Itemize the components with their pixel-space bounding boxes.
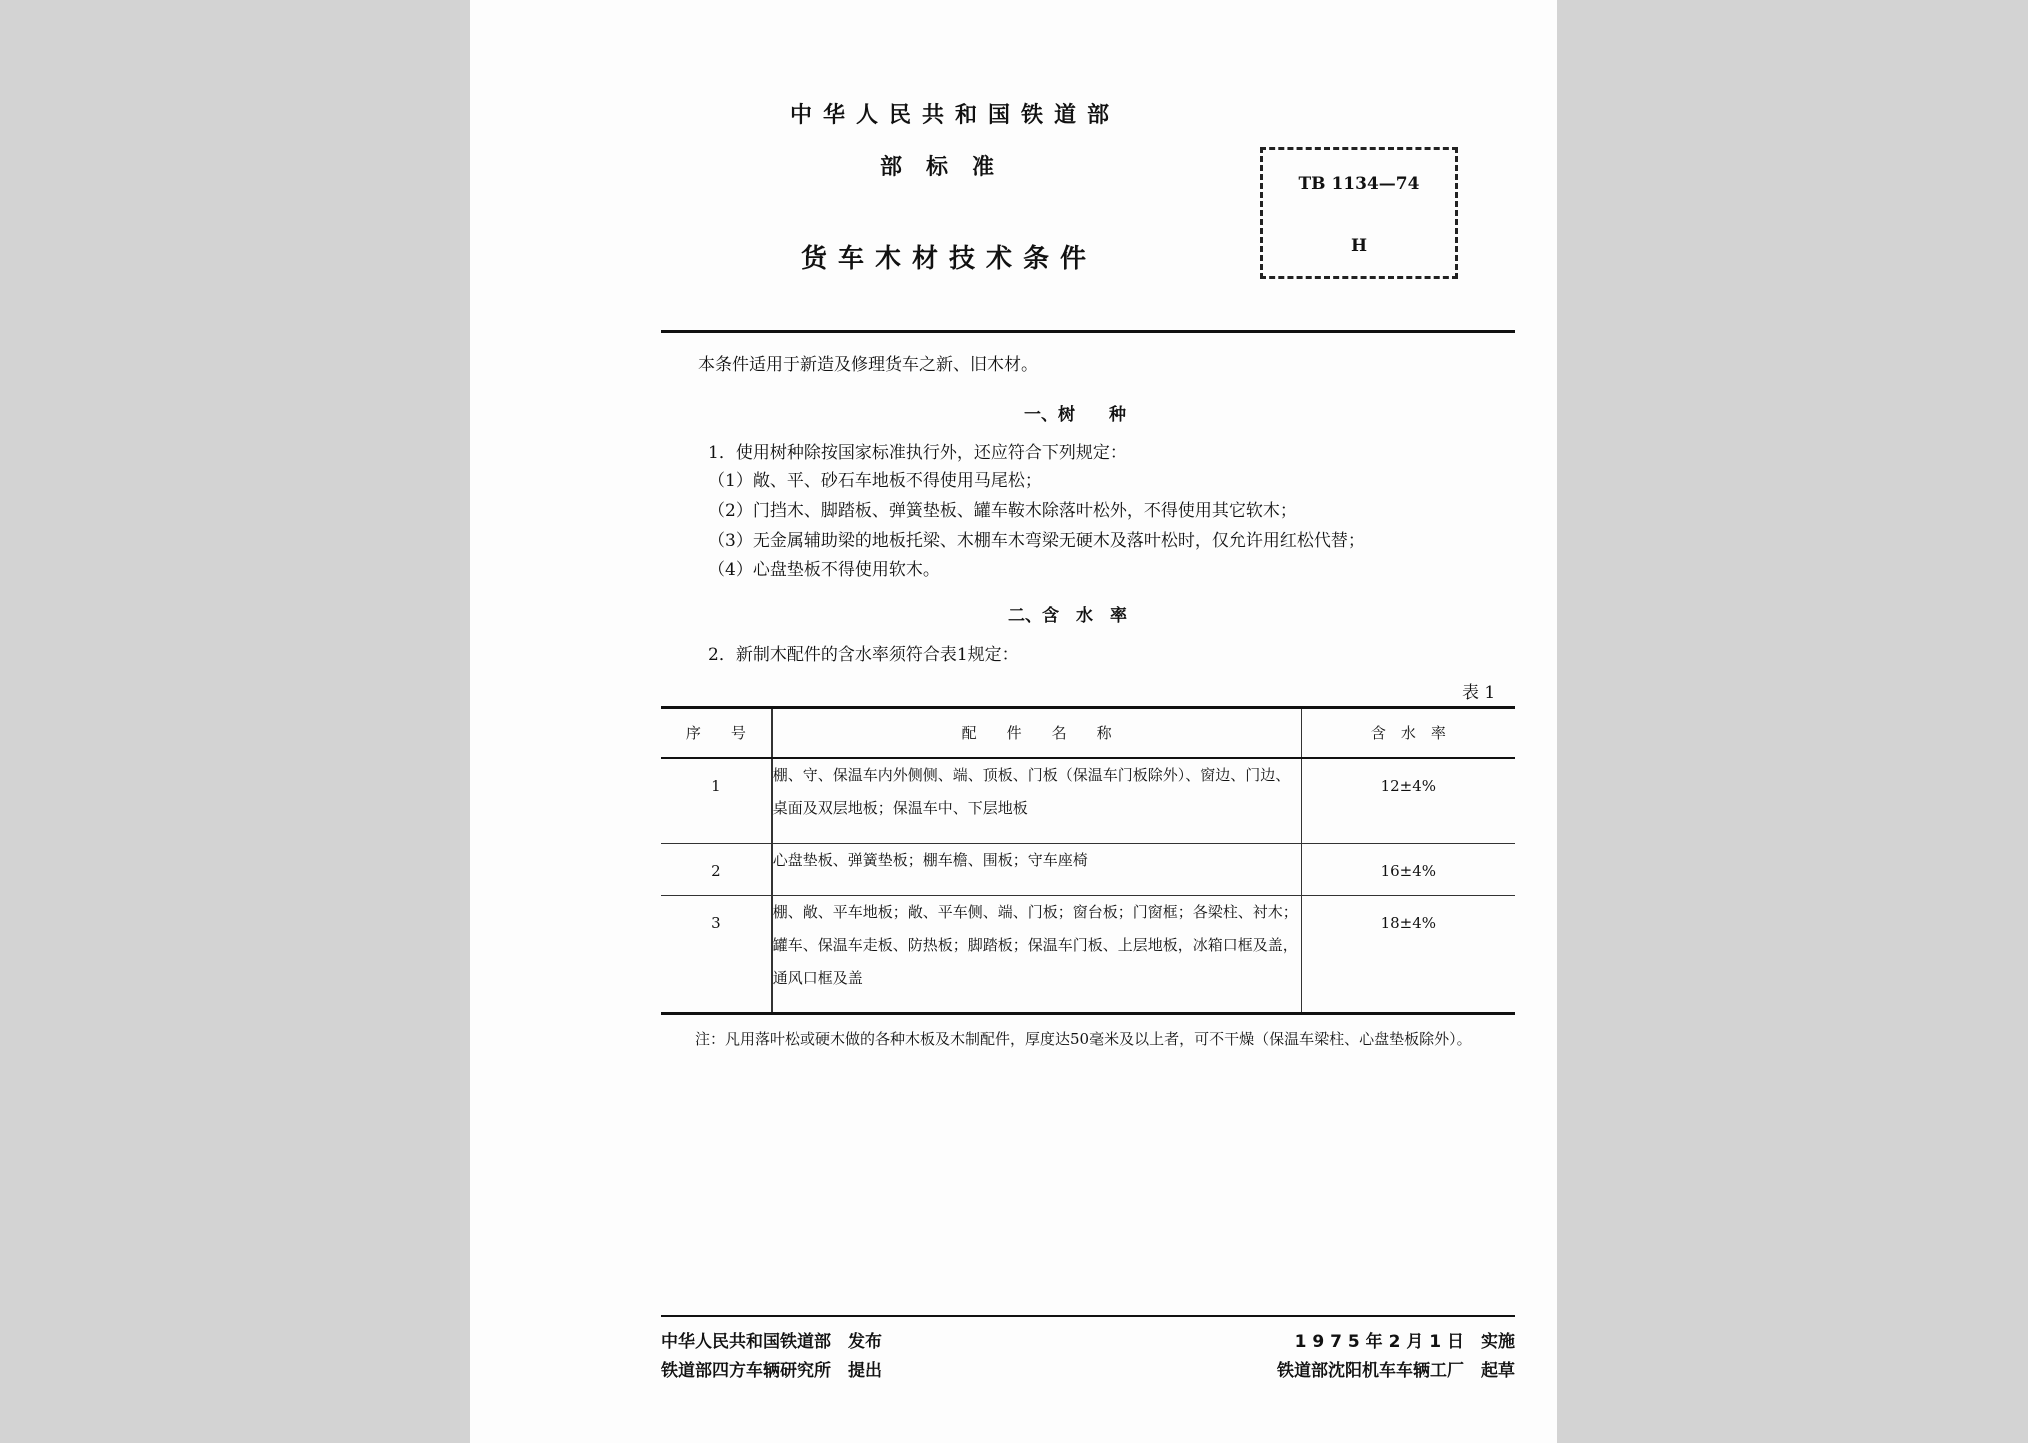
row-moisture: 16±4% [1301, 844, 1515, 896]
header-part-name: 配 件 名 称 [772, 708, 1301, 758]
intro-text: 本条件适用于新造及修理货车之新、旧木材。 [698, 355, 1038, 375]
standard-category: H [1350, 236, 1368, 256]
clause-1-item: （3）无金属辅助梁的地板托梁、木棚车木弯梁无硬木及落叶松时，仅允许用红松代替； [708, 531, 1365, 551]
table-note [695, 1024, 1517, 1054]
moisture-content-table [661, 706, 1515, 1015]
table-note-text: 注：凡用落叶松或硬木做的各种木板及木制配件，厚度达50毫米及以上者，可不干燥（保温车梁柱、心盘垫板除外）。 [695, 1030, 1472, 1048]
row-serial: 1 [661, 758, 772, 844]
standard-type: 部标准 [880, 155, 1019, 180]
issuer: 中华人民共和国铁道部 发布 [661, 1332, 882, 1352]
effective-date: 1 9 7 5 年 2 月 1 日 实施 [1294, 1332, 1515, 1352]
table-label: 表 1 [1462, 683, 1496, 703]
row-serial: 2 [661, 844, 772, 896]
row-part-name: 棚、敞、平车地板；敞、平车侧、端、门板；窗台板；门窗框；各梁柱、衬木；罐车、保温车走板、防热板；脚踏板；保温车门板、上层地板，冰箱口框及盖，通风口框及盖 [772, 896, 1301, 1014]
clause-1-item: （4）心盘垫板不得使用软木。 [708, 560, 940, 580]
standard-code-box [1260, 147, 1458, 279]
footer-divider [661, 1315, 1515, 1317]
clause-1-item: （2）门挡木、脚踏板、弹簧垫板、罐车鞍木除落叶松外，不得使用其它软木； [708, 501, 1297, 521]
row-part-name: 棚、守、保温车内外侧侧、端、顶板、门板（保温车门板除外）、窗边、门边、桌面及双层地板；保温车中、下层地板 [772, 758, 1301, 844]
document-page [470, 0, 1557, 1443]
document-title: 货车木材技术条件 [801, 244, 1098, 274]
drafter: 铁道部沈阳机车车辆工厂 起草 [1277, 1361, 1515, 1381]
proposer: 铁道部四方车辆研究所 提出 [661, 1361, 882, 1381]
row-serial: 3 [661, 896, 772, 1014]
header-serial: 序 号 [661, 708, 772, 758]
section1-heading: 一、树 种 [1024, 405, 1126, 425]
table-row [661, 896, 1515, 1014]
section2-heading: 二、含 水 率 [1008, 606, 1127, 626]
header-divider [661, 330, 1515, 333]
row-part-name: 心盘垫板、弹簧垫板；棚车檐、围板；守车座椅 [772, 844, 1301, 896]
clause-2: 2．新制木配件的含水率须符合表1规定： [708, 645, 1019, 665]
table-row [661, 844, 1515, 896]
clause-1-item: （1）敞、平、砂石车地板不得使用马尾松； [708, 471, 1042, 491]
row-moisture: 18±4% [1301, 896, 1515, 1014]
row-moisture: 12±4% [1301, 758, 1515, 844]
standard-code: TB 1134—74 [1298, 174, 1420, 194]
clause-1: 1．使用树种除按国家标准执行外，还应符合下列规定： [708, 443, 1127, 463]
table-header-row [661, 708, 1515, 758]
header-moisture: 含 水 率 [1301, 708, 1515, 758]
issuing-organization: 中华人民共和国铁道部 [790, 103, 1121, 128]
table-row [661, 758, 1515, 844]
